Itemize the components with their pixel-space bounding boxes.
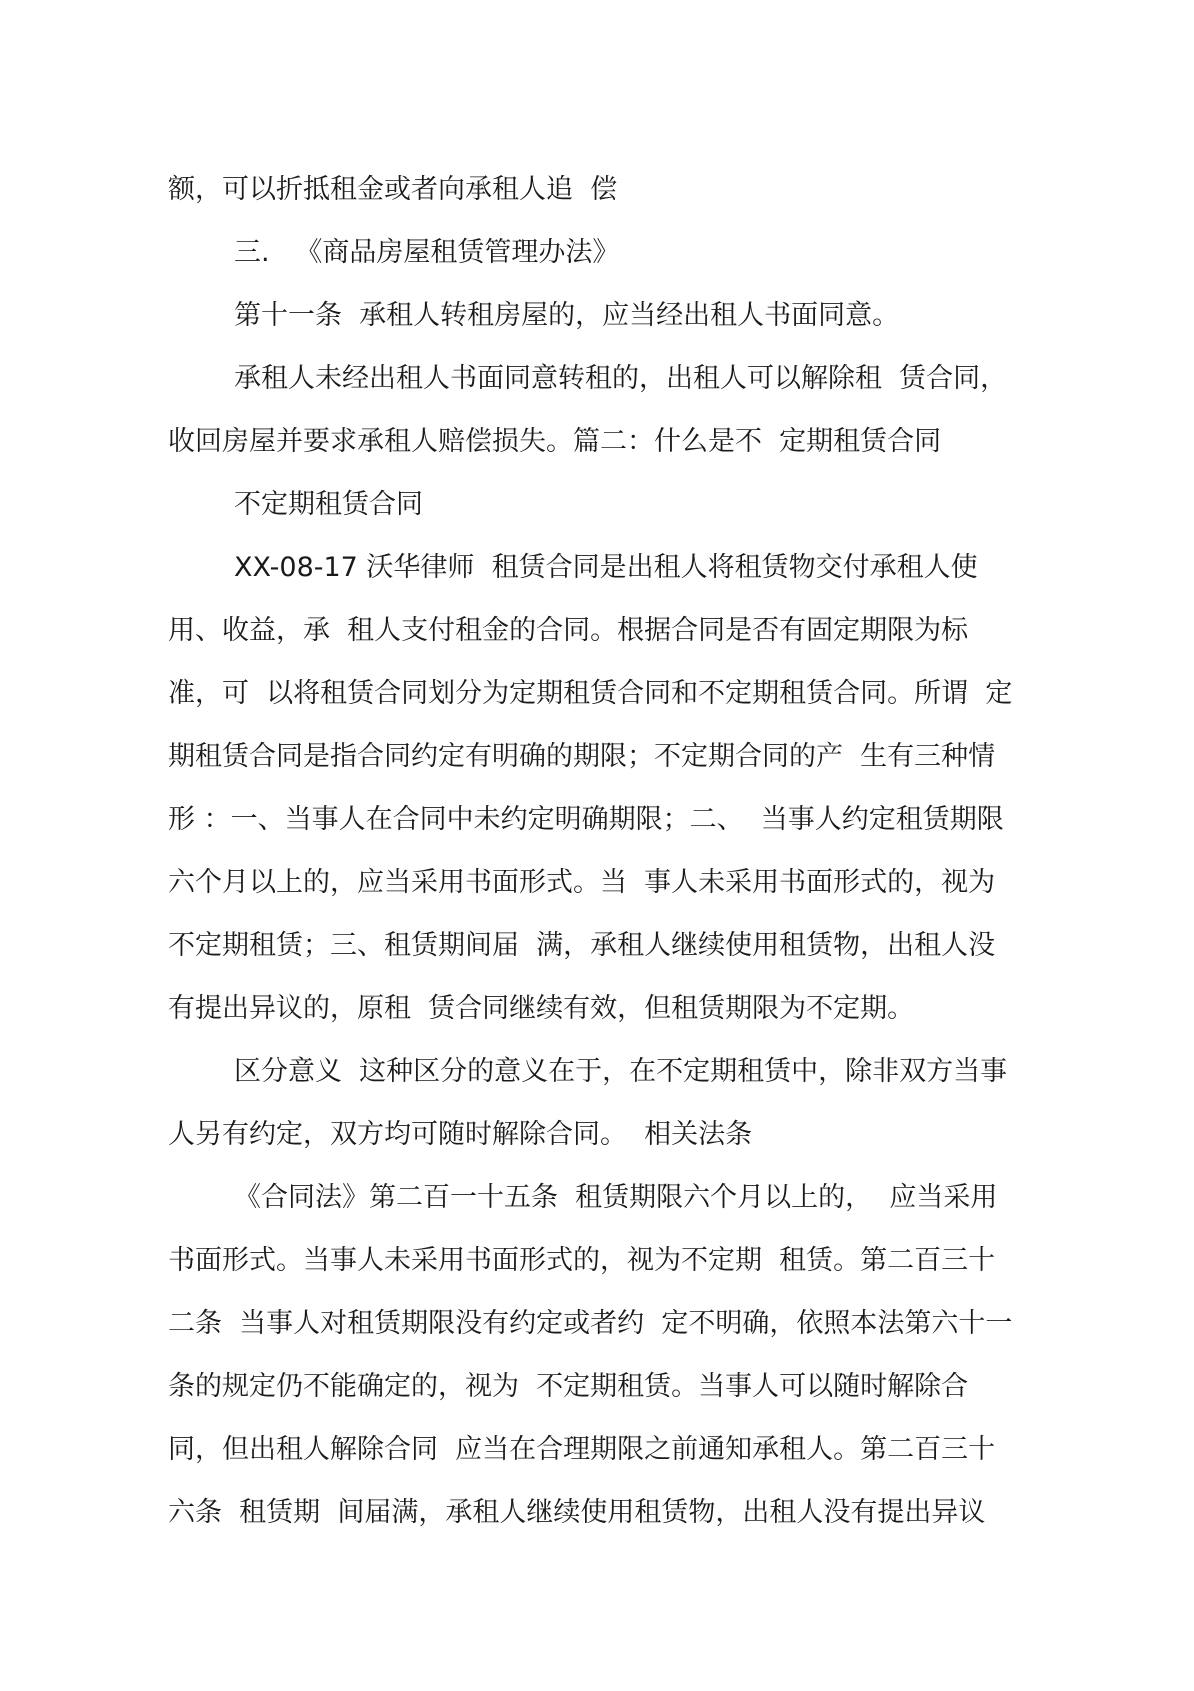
- text-line: 形 ：一、当事人在合同中未约定明确期限；二、 当事人约定租赁期限: [168, 804, 1004, 835]
- text-line: 六个月以上的，应当采用书面形式。当 事人未采用书面形式的，视为: [168, 867, 996, 898]
- document-body: [168, 158, 1048, 1544]
- text-line: 人另有约定，双方均可随时解除合同。 相关法条: [168, 1119, 753, 1150]
- text-line: 用、收益，承 租人支付租金的合同。根据合同是否有固定期限为标: [168, 615, 969, 646]
- text-line: 区分意义 这种区分的意义在于，在不定期租赁中，除非双方当事: [234, 1056, 1008, 1087]
- text-line: 条的规定仍不能确定的，视为 不定期租赁。当事人可以随时解除合: [168, 1371, 969, 1402]
- text-line: 不定期租赁；三、租赁期间届 满，承租人继续使用租赁物，出租人没: [168, 930, 996, 961]
- text-line: 同，但出租人解除合同 应当在合理期限之前通知承租人。第二百三十: [168, 1434, 996, 1465]
- section-heading: 不定期租赁合同: [234, 489, 423, 520]
- text-line: 《合同法》第二百一十五条 租赁期限六个月以上的， 应当采用: [234, 1182, 998, 1213]
- text-line: 有提出异议的，原租 赁合同继续有效，但租赁期限为不定期。: [168, 993, 915, 1024]
- text-line: 承租人未经出租人书面同意转租的，出租人可以解除租 赁合同，: [234, 363, 1008, 394]
- text-line: 额，可以折抵租金或者向承租人追 偿: [168, 174, 618, 205]
- text-line: 二条 当事人对租赁期限没有约定或者约 定不明确，依照本法第六十一: [168, 1308, 1013, 1339]
- text-line: 收回房屋并要求承租人赔偿损失。篇二：什么是不 定期租赁合同: [168, 426, 942, 457]
- text-line: XX-08-17 沃华律师 租赁合同是出租人将租赁物交付承租人使: [234, 552, 978, 583]
- text-line: 准，可 以将租赁合同划分为定期租赁合同和不定期租赁合同。所谓 定: [168, 678, 1013, 709]
- text-line: 六条 租赁期 间届满，承租人继续使用租赁物，出租人没有提出异议: [168, 1497, 986, 1528]
- text-line: 书面形式。当事人未采用书面形式的，视为不定期 租赁。第二百三十: [168, 1245, 996, 1276]
- section-heading: 三. 《商品房屋租赁管理办法》: [234, 237, 620, 268]
- text-line: 第十一条 承租人转租房屋的，应当经出租人书面同意。: [234, 300, 900, 331]
- text-line: 期租赁合同是指合同约定有明确的期限；不定期合同的产 生有三种情: [168, 741, 996, 772]
